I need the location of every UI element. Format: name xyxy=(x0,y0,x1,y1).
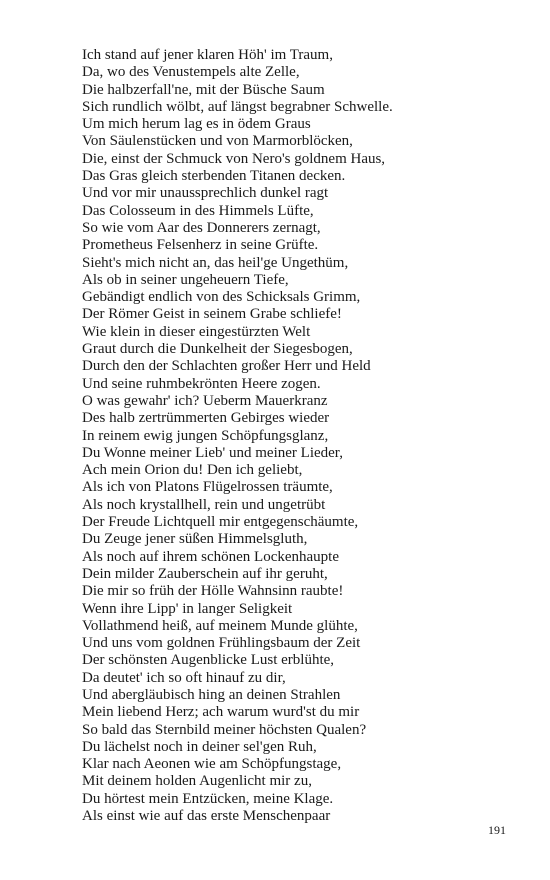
poem-line: Du hörtest mein Entzücken, meine Klage. xyxy=(82,790,334,807)
poem-line: Mein liebend Herz; ach warum wurd'st du mir xyxy=(82,704,360,721)
poem-line: Das Colosseum in des Himmels Lüfte, xyxy=(82,202,314,219)
poem-line: Wenn ihre Lipp' in langer Seligkeit xyxy=(82,600,293,617)
poem-line: Prometheus Felsenherz in seine Grüfte. xyxy=(82,237,319,254)
poem-line: Von Säulenstücken und von Marmorblöcken, xyxy=(82,133,353,150)
poem-line: Als ich von Platons Flügelrossen träumte, xyxy=(82,479,333,496)
poem-line: Des halb zertrümmerten Gebirges wieder xyxy=(82,410,330,427)
poem-line: Der Römer Geist in seinem Grabe schliefe! xyxy=(82,306,342,323)
poem-line: Der Freude Lichtquell mir entgegenschäumte, xyxy=(82,514,359,531)
poem-line: Als einst wie auf das erste Menschenpaar xyxy=(82,808,331,825)
poem-line: Und uns vom goldnen Frühlingsbaum der Zeit xyxy=(82,635,361,652)
poem-line: So bald das Sternbild meiner höchsten Qualen? xyxy=(82,721,367,738)
poem-line: Als noch krystallhell, rein und ungetrübt xyxy=(82,496,326,513)
poem-line: Mit deinem holden Augenlicht mir zu, xyxy=(82,773,312,790)
poem-line: Graut durch die Dunkelheit der Siegesbogen, xyxy=(82,341,353,358)
poem-line: Das Gras gleich sterbenden Titanen decken. xyxy=(82,168,346,185)
poem-line: Ach mein Orion du! Den ich geliebt, xyxy=(82,462,303,479)
poem-line: Und seine ruhmbekrönten Heere zogen. xyxy=(82,375,321,392)
poem-line: Ich stand auf jener klaren Höh' im Traum, xyxy=(82,47,333,63)
poem-line: Und vor mir unaussprechlich dunkel ragt xyxy=(82,185,329,202)
poem-line: Gebändigt endlich von des Schicksals Grimm, xyxy=(82,289,361,306)
poem-line: Da, wo des Venustempels alte Zelle, xyxy=(82,64,300,81)
poem-line: So wie vom Aar des Donnerers zernagt, xyxy=(82,219,321,236)
poem-line: Sich rundlich wölbt, auf längst begrabner Schwelle. xyxy=(82,98,393,115)
poem-line: Die halbzerfall'ne, mit der Büsche Saum xyxy=(82,81,325,98)
poem-line: Der schönsten Augenblicke Lust erblühte, xyxy=(82,652,335,669)
poem-line: Durch den der Schlachten großer Herr und Held xyxy=(82,358,371,375)
poem-line: Die mir so früh der Hölle Wahnsinn raubte! xyxy=(82,583,344,600)
poem-line: Sieht's mich nicht an, das heil'ge Ungethüm, xyxy=(82,254,349,271)
poem-line: Als ob in seiner ungeheuern Tiefe, xyxy=(82,271,289,288)
poem-line: Und abergläubisch hing an deinen Strahlen xyxy=(82,686,341,703)
poem-line: Klar nach Aeonen wie am Schöpfungstage, xyxy=(82,756,342,773)
poem-text xyxy=(82,47,393,825)
poem-line: Da deutet' ich so oft hinauf zu dir, xyxy=(82,669,286,686)
poem-line: Du lächelst noch in deiner sel'gen Ruh, xyxy=(82,738,317,755)
poem-line: Dein milder Zauberschein auf ihr geruht, xyxy=(82,565,328,582)
poem-line: In reinem ewig jungen Schöpfungsglanz, xyxy=(82,427,329,444)
poem-line: Wie klein in dieser eingestürzten Welt xyxy=(82,323,311,340)
poem-line: Um mich herum lag es in ödem Graus xyxy=(82,116,311,133)
poem-line: Als noch auf ihrem schönen Lockenhaupte xyxy=(82,548,339,565)
poem-line: Du Zeuge jener süßen Himmelsgluth, xyxy=(82,531,308,548)
poem-line: Du Wonne meiner Lieb' und meiner Lieder, xyxy=(82,444,343,461)
poem-line: Vollathmend heiß, auf meinem Munde glühte, xyxy=(82,617,358,634)
poem-line: Die, einst der Schmuck von Nero's goldnem Haus, xyxy=(82,150,386,167)
poem-line: O was gewahr' ich? Ueberm Mauerkranz xyxy=(82,392,328,409)
page-number: 191 xyxy=(488,823,506,837)
